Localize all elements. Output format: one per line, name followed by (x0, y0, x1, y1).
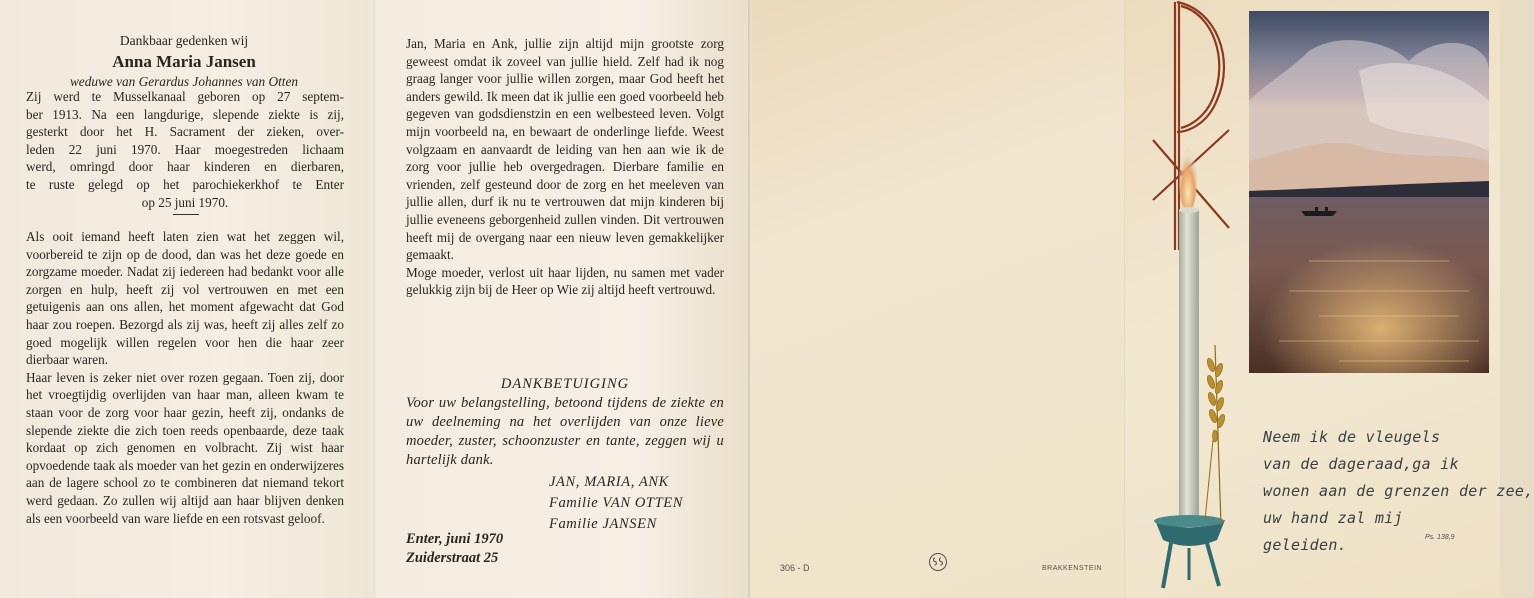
divider (173, 214, 199, 215)
verse-line: van de dageraad,ga ik (1263, 455, 1459, 473)
paragraph: Haar leven is zeker niet over rozen gegaan. Toen zij, door het vroegtijdig overlijden van haar man, alleen kwam te staan voor de zorg voor haar gezin, heeft zij, ondanks de slepende ziekte die zich toen reeds openbaarde, deze taak kordaat op zich genomen en volbracht. Zij wist haar opvoedende taak als moeder van het gezin en onderwijzeres aan de lagere school zo te combineren dat niemand tekort werd gedaan. Zo zullen wij altijd aan haar blijven denken als een voorbeeld van ware liefde en een rotsvast geloof. (26, 369, 344, 526)
publisher-logo-icon (928, 552, 948, 572)
widow-of-line: weduwe van Gerardus Johannes van Otten (69, 73, 299, 89)
psalm-verse (1263, 424, 1534, 559)
address: Zuiderstraat 25 (406, 550, 499, 566)
sunset-lake-photo (1249, 11, 1489, 373)
panel-front (1125, 0, 1534, 598)
fold-line (374, 0, 376, 598)
panel-back (750, 0, 1125, 598)
paragraph: Moge moeder, verlost uit haar lijden, nu samen met vader gelukkig zijn bij de Heer op Wie zij altijd heeft vertrouwd. (406, 264, 724, 298)
place-date-block (406, 530, 503, 568)
bio-line: te ruste gelegd op het parochiekerkhof te Enter (26, 176, 344, 192)
boat-icon (1301, 211, 1337, 216)
signature-line: Familie VAN OTTEN (549, 495, 683, 511)
deceased-name: Anna Maria Jansen (112, 51, 256, 71)
acknowledgement-block (406, 374, 724, 470)
signature-line: Familie JANSEN (549, 516, 657, 532)
psalm-reference: Ps. 138,9 (1425, 534, 1455, 541)
flame-icon (1179, 148, 1197, 212)
fold-line (748, 0, 752, 598)
candle-holder-icon (1154, 515, 1225, 588)
bio-line: werd, omringd door haar kinderen en dierbaren, (26, 159, 344, 175)
bio-line: gesterkt door het H. Sacrament der zieken, over- (26, 124, 344, 140)
paragraph: Als ooit iemand heeft laten zien wat het zeggen wil, voorbereid te zijn op de dood, dan was het deze goede en zorgzame moeder. Nadat zij iedereen had bedankt voor alle zorgen en hulp, heeft zij vol vertrouwen en met een getuigenis aan ons allen, het moment afgewacht dat God haar zou roepen. Bezorgd als zij was, heeft zij alles zelf zo goed mogelijk willen regelen voor hen die haar zeer dierbaar waren. (26, 229, 344, 368)
candle-icon (1179, 210, 1199, 528)
biography-text (26, 228, 344, 527)
verse-line: uw hand zal mij geleiden. (1263, 509, 1403, 554)
bio-line: leden 22 juni 1970. Haar moegestreden lichaam (26, 141, 344, 157)
acknowledgement-text: Voor uw belangstelling, betoond tijdens de ziekte en uw deelneming na het overlijden van onze lieve moeder, zuster, schoonzuster en tante, zeggen wij u hartelijk dank. (406, 395, 724, 468)
signature-line: JAN, MARIA, ANK (549, 474, 669, 490)
signatures (549, 472, 683, 535)
intro-line: Dankbaar gedenken wij (119, 33, 249, 48)
verse-line: wonen aan de grenzen der zee, (1263, 482, 1534, 500)
publisher-name: BRAKKENSTEIN (1042, 565, 1103, 572)
candle-cross-illustration (1125, 0, 1250, 598)
print-code: 306 - D (780, 563, 810, 573)
fold-line (1124, 0, 1126, 598)
verse-line: Neem ik de vleugels (1263, 428, 1441, 446)
acknowledgement-title: DANKBETUIGING (500, 376, 630, 392)
bio-line-last: op 25 juni 1970. (141, 194, 229, 210)
bio-block (26, 88, 344, 211)
bio-line: ber 1913. Na een langdurige, slepende ziekte is zij, (26, 106, 344, 122)
place-date: Enter, juni 1970 (406, 531, 504, 547)
bio-line: Zij werd te Musselkanaal geboren op 27 septem- (26, 89, 344, 104)
wheat-icon (1205, 345, 1226, 525)
panel-biography (0, 0, 375, 598)
farewell-text (406, 35, 724, 299)
paragraph: Jan, Maria en Ank, jullie zijn altijd mijn grootste zorg geweest omdat ik zoveel van jullie hield. Zelf had ik nog graag langer voor jullie willen zorgen, maar God heeft het anders gewild. Ik meen dat ik jullie een goed voorbeeld heb gegeven van godsdienstzin en een welbesteed leven. Volgt mijn voorbeeld na, en bewaart de onderlinge liefde. Weest volgzaam en aanvaardt de leiding van hen aan wie ik de zorg voor jullie heb overgedragen. Dierbare familie en vrienden, zelf gesteund door de zorg en het meeleven van jullie allen, durf ik nu te vertrouwen dat mijn kinderen bij jullie eveneens geborgenheid zullen vinden. Dit vertrouwen heeft mij de overgang naar een nieuw leven gemakkelijker gemaakt. (406, 36, 724, 263)
panel-message (375, 0, 750, 598)
heading-block (24, 32, 344, 90)
